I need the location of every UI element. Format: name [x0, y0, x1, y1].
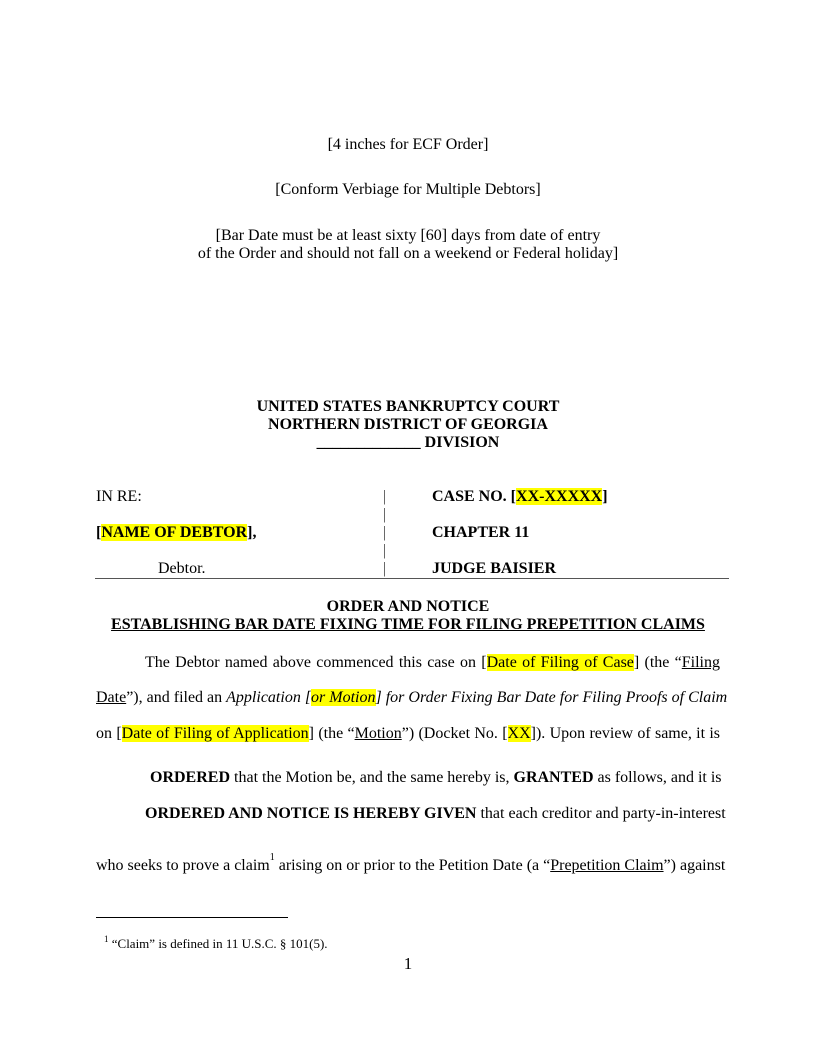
text: on [: [96, 725, 122, 742]
caption-divider: |: [383, 524, 387, 541]
footnote-rule: [96, 917, 288, 918]
ordered-notice: [145, 805, 726, 823]
text: ] for Order Fixing Bar Date for Filing Proofs of Claim: [375, 689, 728, 706]
defined-term: Filing: [681, 654, 720, 671]
ecf-note: [4 inches for ECF Order]: [327, 136, 489, 153]
caption-divider: |: [383, 488, 387, 505]
text: ”), and filed an: [126, 689, 227, 706]
bracket: ]: [602, 488, 608, 505]
text: who seeks to prove a claim: [96, 857, 270, 874]
division-blank: _____________: [316, 434, 421, 451]
chapter: CHAPTER 11: [432, 524, 530, 541]
text: ] (the “: [308, 725, 355, 742]
text: ORDERED: [150, 769, 231, 786]
case-number: [432, 488, 608, 506]
ordered-granted: [150, 769, 722, 787]
text: ”) against: [663, 857, 726, 874]
text: as follows, and it is: [593, 769, 722, 786]
division-label: DIVISION: [424, 434, 500, 451]
caption-divider: |: [383, 542, 387, 559]
bar-date-note-1: [Bar Date must be at least sixty [60] days from date of entry: [215, 227, 601, 244]
text: GRANTED: [513, 769, 594, 786]
body-line-who-seeks: [96, 849, 726, 875]
docket-placeholder: XX: [507, 725, 531, 742]
order-title: ORDER AND NOTICE: [326, 598, 490, 615]
text: that each creditor and party-in-interest: [476, 805, 726, 822]
text: arising on or prior to the Petition Date (a “: [274, 857, 551, 874]
bracket: [: [96, 524, 102, 541]
court-district: NORTHERN DISTRICT OF GEORGIA: [268, 416, 548, 433]
court-division: [0, 434, 816, 452]
debtor-name: [96, 524, 256, 542]
application-date-placeholder: Date of Filing of Application: [121, 725, 309, 742]
defined-term: Prepetition Claim: [550, 857, 664, 874]
court-name: UNITED STATES BANKRUPTCY COURT: [256, 398, 560, 415]
order-subtitle: ESTABLISHING BAR DATE FIXING TIME FOR FILING PREPETITION CLAIMS: [111, 616, 705, 633]
bar-date-note-2: of the Order and should not fall on a weekend or Federal holiday]: [197, 245, 619, 262]
debtor-name-placeholder: NAME OF DEBTOR: [101, 524, 248, 541]
text: The Debtor named above commenced this case on [: [145, 654, 487, 671]
footnote-text: “Claim” is defined in 11 U.S.C. § 101(5).: [108, 936, 328, 951]
body-line-1: [145, 654, 720, 672]
text: ORDERED AND NOTICE IS HEREBY GIVEN: [145, 805, 477, 822]
defined-term: Motion: [354, 725, 402, 742]
in-re-label: IN RE:: [96, 488, 142, 505]
case-no-placeholder: XX-XXXXX: [516, 488, 603, 505]
text: ”) (Docket No. [: [401, 725, 508, 742]
footnote-marker: 1: [104, 934, 109, 944]
footnote-ref[interactable]: 1: [269, 852, 275, 863]
page-number: 1: [403, 954, 413, 973]
text: ] (the “: [633, 654, 682, 671]
defined-term: Date: [96, 689, 127, 706]
caption-divider: |: [383, 560, 387, 577]
conform-note: [Conform Verbiage for Multiple Debtors]: [275, 181, 541, 198]
debtor-label: Debtor.: [158, 560, 206, 577]
case-no-label: CASE NO. [: [432, 488, 517, 505]
motion-placeholder: or Motion: [311, 689, 376, 706]
text: Application [: [226, 689, 312, 706]
body-line-3: [96, 725, 720, 743]
body-line-2: [96, 689, 728, 707]
filing-date-placeholder: Date of Filing of Case: [486, 654, 634, 671]
text: that the Motion be, and the same hereby is,: [230, 769, 514, 786]
caption-divider: |: [383, 506, 387, 523]
footnote: [104, 930, 328, 953]
text: ]). Upon review of same, it is: [530, 725, 721, 742]
bracket: ],: [247, 524, 257, 541]
judge: JUDGE BAISIER: [432, 560, 557, 577]
caption-rule: [95, 578, 729, 579]
